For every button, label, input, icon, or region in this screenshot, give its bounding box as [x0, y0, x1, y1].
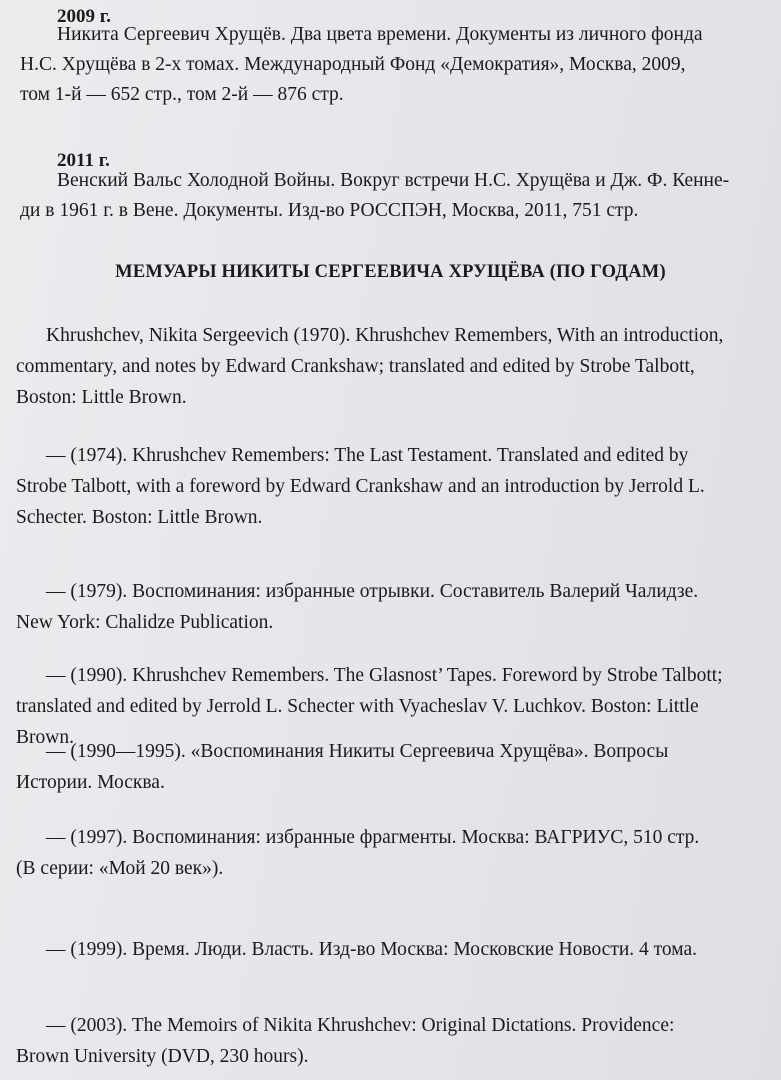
entry-2009-line: Никита Сергеевич Хрущёв. Два цвета времени. Документы из личного фонда — [57, 24, 703, 45]
bib-line: Brown University (DVD, 230 hours). — [16, 1046, 309, 1067]
bib-line: — (2003). The Memoirs of Nikita Khrushchev: Original Dictations. Providence: — [46, 1015, 675, 1036]
bib-line: Khrushchev, Nikita Sergeevich (1970). Khrushchev Remembers, With an introduction, — [46, 325, 724, 346]
bib-line: Brown. — [16, 727, 74, 748]
bib-entry-1997 — [16, 822, 781, 884]
bib-line: — (1974). Khrushchev Remembers: The Last Testament. Translated and edited by — [46, 445, 689, 466]
bib-line: commentary, and notes by Edward Crankshaw; translated and edited by Strobe Talbott, — [16, 356, 695, 377]
entry-2011 — [20, 166, 770, 226]
memoirs-heading: МЕМУАРЫ НИКИТЫ СЕРГЕЕВИЧА ХРУЩЁВА (ПО ГОДАМ) — [115, 262, 666, 282]
entry-2009-line: том 1-й — 652 стр., том 2-й — 876 стр. — [20, 84, 344, 105]
year-heading-2009: 2009 г. — [57, 6, 111, 27]
bib-entry-1990-1995 — [16, 736, 781, 798]
bib-line: — (1997). Воспоминания: избранные фрагменты. Москва: ВАГРИУС, 510 стр. — [46, 827, 700, 848]
entry-2011-line: ди в 1961 г. в Вене. Документы. Изд-во РОССПЭН, Москва, 2011, 751 стр. — [20, 200, 639, 221]
bib-line: — (1979). Воспоминания: избранные отрывки. Составитель Валерий Чалидзе. — [46, 581, 699, 602]
bib-entry-1999 — [16, 934, 781, 965]
year-heading-2011: 2011 г. — [57, 150, 110, 171]
bib-line: Истории. Москва. — [16, 772, 165, 793]
entry-2009 — [20, 20, 770, 110]
bib-line: Strobe Talbott, with a foreword by Edward Crankshaw and an introduction by Jerrold L. — [16, 476, 705, 497]
bib-line: New York: Chalidze Publication. — [16, 612, 274, 633]
bib-line: Schecter. Boston: Little Brown. — [16, 507, 263, 528]
bib-line: — (1999). Время. Люди. Власть. Изд-во Москва: Московские Новости. 4 тома. — [46, 939, 698, 960]
bib-line: — (1990). Khrushchev Remembers. The Glasnost’ Tapes. Foreword by Strobe Talbott; — [46, 665, 723, 686]
bib-line: Boston: Little Brown. — [16, 387, 187, 408]
bib-line: — (1990—1995). «Воспоминания Никиты Сергеевича Хрущёва». Вопросы — [46, 741, 669, 762]
bib-line: (В серии: «Мой 20 век»). — [16, 858, 224, 879]
entry-2009-line: Н.С. Хрущёва в 2-х томах. Международный Фонд «Демократия», Москва, 2009, — [20, 54, 686, 75]
bib-line: translated and edited by Jerrold L. Schecter with Vyacheslav V. Luchkov. Boston: Little — [16, 696, 699, 717]
bib-entry-1970 — [16, 320, 781, 413]
entry-2011-line: Венский Вальс Холодной Войны. Вокруг встречи Н.С. Хрущёва и Дж. Ф. Кенне- — [57, 170, 730, 191]
bib-entry-1979 — [16, 576, 781, 638]
bib-entry-1974 — [16, 440, 781, 533]
bib-entry-2003 — [16, 1010, 781, 1072]
